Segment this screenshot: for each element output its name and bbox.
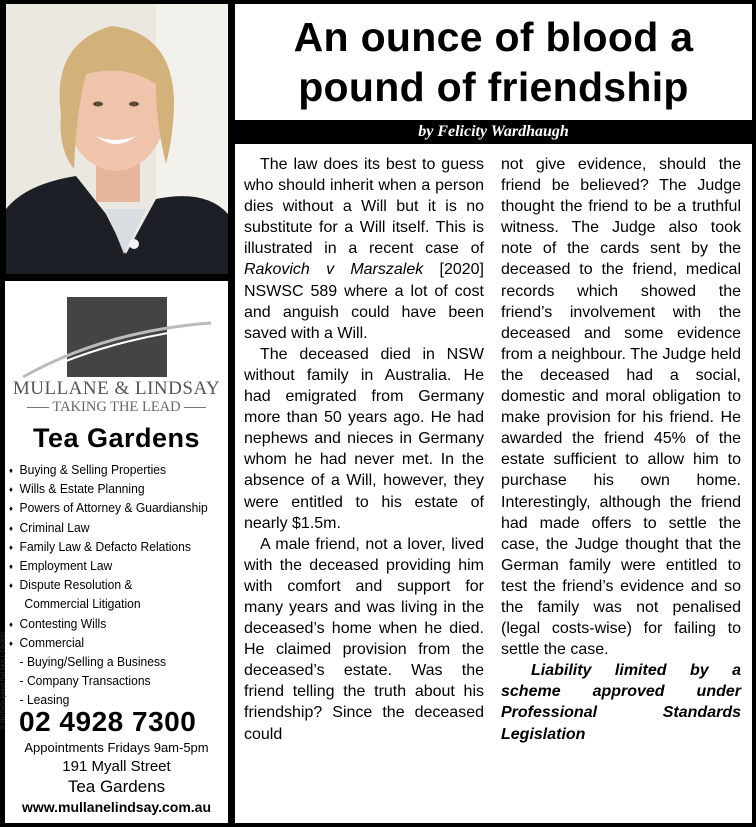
service-item: ♦ Buying & Selling Properties [9, 461, 208, 480]
paragraph: The deceased died in NSW without family in Australia. He had emigrated from Germany more than 50 years ago. He had nephews and nieces in Germany whom he had never met. In the absence of a Will, however, they were entitled to his estate of nearly $1.5m. [244, 345, 484, 532]
article-headline: An ounce of blood a pound of friendship [293, 14, 694, 110]
tagline-text: TAKING THE LEAD [52, 399, 181, 415]
headline-box [235, 4, 752, 120]
article-column-2 [501, 154, 741, 745]
paragraph [244, 154, 484, 344]
website-link[interactable]: www.mullanelindsay.com.au [21, 799, 212, 815]
author-photo [6, 4, 228, 274]
service-item: ♦ Criminal Law [9, 519, 208, 538]
law-firm-advertisement [1, 281, 228, 823]
service-item: ♦ Family Law & Defacto Relations [9, 538, 208, 557]
firm-tagline [5, 399, 228, 416]
service-item: ♦ Dispute Resolution & [9, 576, 208, 595]
service-item: - Leasing [19, 693, 70, 708]
paragraph-text: The law does its best to guess who should inherit when a person dies without a Will but it is no substitute for a Will itself. This is illustrated in a recent case of [244, 156, 484, 258]
graphics-credit: © NOTAGraphics Ref MULL D90620 [1, 631, 7, 729]
article-column-1 [244, 154, 484, 745]
service-item: ♦ Wills & Estate Planning [9, 480, 208, 499]
logo-swoosh [15, 321, 215, 381]
paragraph: A male friend, not a lover, lived with the deceased providing him with comfort and support for many years and was living in the deceased’s home when he died. He claimed provision from the deceased’s estate. Was the friend telling the truth about his friendship? Since the deceased could [244, 535, 484, 743]
service-item: ♦ Commercial [9, 634, 208, 653]
office-title: Tea Gardens [32, 423, 201, 453]
portrait-image [6, 4, 228, 274]
service-item: ♦ Contesting Wills [9, 615, 208, 634]
article-body [235, 144, 752, 823]
service-item: ♦ Powers of Attorney & Guardianship [9, 499, 208, 518]
paragraph: not give evidence, should the friend be believed? The Judge thought the friend to be a truthful witness. The Judge also took note of the cards sent by the deceased to the friend, medical records which showed the friend’s involvement with the deceased and some evidence from a neighbour. The Judge held the deceased had a social, domestic and moral obligation to make provision for his friend. He awarded the friend 45% of the estate sufficient to allow him to purchase his own home. Interestingly, although the friend had made offers to settle the case, the Judge thought that the German family were entitled to test the friend’s evidence and so the family was not penalised (legal costs-wise) for failing to settle the case. [501, 156, 741, 659]
service-item: ♦ Employment Law [9, 557, 208, 576]
street-address: 191 Myall Street [62, 758, 171, 775]
service-item: Commercial Litigation [24, 597, 141, 612]
liability-disclaimer: Liability limited by a scheme approved under Professional Standards Legislation [501, 662, 741, 743]
case-name: Rakovich v Marszalek [244, 261, 424, 279]
services-list [9, 461, 216, 711]
byline: by Felicity Wardhaugh [418, 123, 569, 140]
appointment-hours: Appointments Fridays 9am-5pm [24, 740, 209, 755]
firm-name: MULLANE & LINDSAY [12, 378, 221, 399]
service-item: - Company Transactions [19, 674, 151, 689]
phone-number: 02 4928 7300 [19, 706, 197, 737]
paragraph-text: [2020] NSWSC 589 where a lot of cost and anguish could have been saved with a Will. [244, 261, 484, 342]
town-name: Tea Gardens [67, 777, 166, 796]
service-item: - Buying/Selling a Business [19, 655, 167, 670]
